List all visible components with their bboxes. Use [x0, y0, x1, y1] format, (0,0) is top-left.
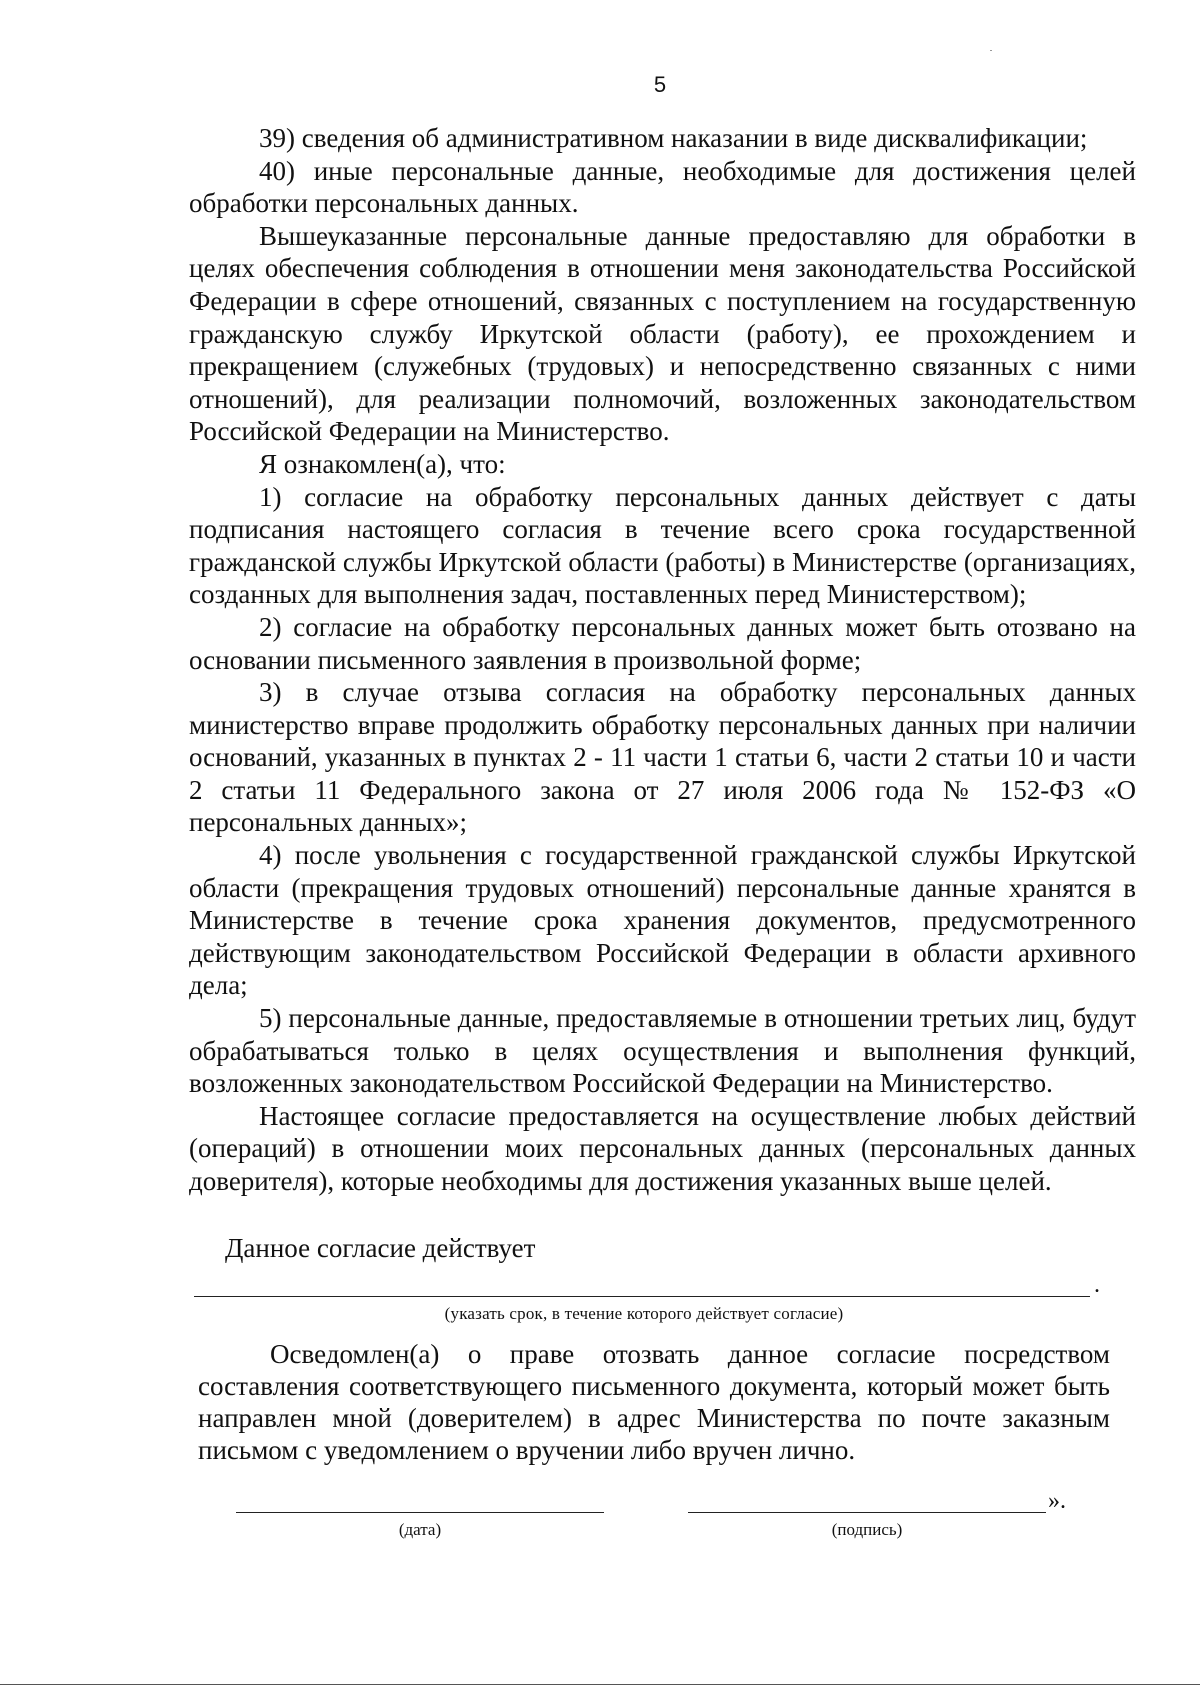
item-39: 39) сведения об административном наказании в виде дисквалификации; — [259, 123, 1088, 153]
scan-bottom-edge — [0, 1684, 1200, 1685]
validity-period-block — [189, 1232, 1136, 1323]
acknowledgement-item-4: 4) после увольнения с государственной гражданской службы Иркутской области (прекращения трудовых отношений) персональные данные хранятся в Министерстве в течение срока хранения документов, предусмотренного действующим законодательством Российской Федерации в области архивного дела; — [189, 840, 1136, 1001]
validity-line-end: . — [1094, 1272, 1100, 1298]
acknowledgement-heading: Я ознакомлен(а), что: — [259, 448, 506, 479]
validity-label: Данное согласие действует — [225, 1233, 536, 1263]
scope-paragraph: Настоящее согласие предоставляется на осуществление любых действий (операций) в отношении моих персональных данных (персональных данных доверителя), которые необходимы для достижения указанных выше целей. — [189, 1100, 1136, 1196]
signature-row — [236, 1490, 1096, 1550]
acknowledgement-item-3: 3) в случае отзыва согласия на обработку персональных данных министерство вправе продолжить обработку персональных данных при наличии оснований, указанных в пунктах 2 - 11 части 1 статьи 6, части 2 статьи 10 и части 2 статьи 11 Федерального закона от 27 июля 2006 года № 152-ФЗ «О персональных данных»; — [189, 677, 1136, 838]
scan-speck — [990, 50, 992, 51]
signature-caption: (подпись) — [831, 1520, 903, 1539]
consent-body — [189, 122, 1136, 1198]
date-fill-line[interactable] — [236, 1512, 604, 1513]
withdrawal-notice: Осведомлен(а) о праве отозвать данное согласие посредством составления соответствующего письменного документа, который может быть направлен мной (доверителем) в адрес Министерства по почте заказным письмом с уведомлением о вручении либо вручен лично. — [198, 1339, 1110, 1465]
acknowledgement-item-1: 1) согласие на обработку персональных данных действует с даты подписания настоящего согласия в течение всего срока государственной гражданской службы Иркутской области (работы) в Министерстве (организациях, созданных для выполнения задач, поставленных перед Министерством); — [189, 481, 1136, 610]
acknowledgement-item-5: 5) персональные данные, предоставляемые в отношении третьих лиц, будут обрабатываться только в целях осуществления и выполнения функций, возложенных законодательством Российской Федерации на Министерство. — [189, 1003, 1136, 1099]
validity-fill-line[interactable] — [194, 1296, 1090, 1297]
validity-caption: (указать срок, в течение которого действует согласие) — [444, 1304, 844, 1323]
purpose-paragraph: Вышеуказанные персональные данные предоставляю для обработки в целях обеспечения соблюдения в отношении меня законодательства Российской Федерации в сфере отношений, связанных с поступлением на государственную гражданскую службу Иркутской области (работу), ее прохождением и прекращением (служебных (трудовых) и непосредственно связанных с ними отношений), для реализации полномочий, возложенных законодательством Российской Федерации на Министерство. — [189, 220, 1136, 447]
date-caption: (дата) — [398, 1520, 442, 1539]
signature-closing-mark: ». — [1048, 1488, 1066, 1514]
signature-fill-line[interactable] — [688, 1512, 1046, 1513]
acknowledgement-item-2: 2) согласие на обработку персональных данных может быть отозвано на основании письменного заявления в произвольной форме; — [189, 611, 1136, 675]
page-number: 5 — [653, 72, 667, 97]
item-40: 40) иные персональные данные, необходимые для достижения целей обработки персональных данных. — [189, 155, 1136, 219]
